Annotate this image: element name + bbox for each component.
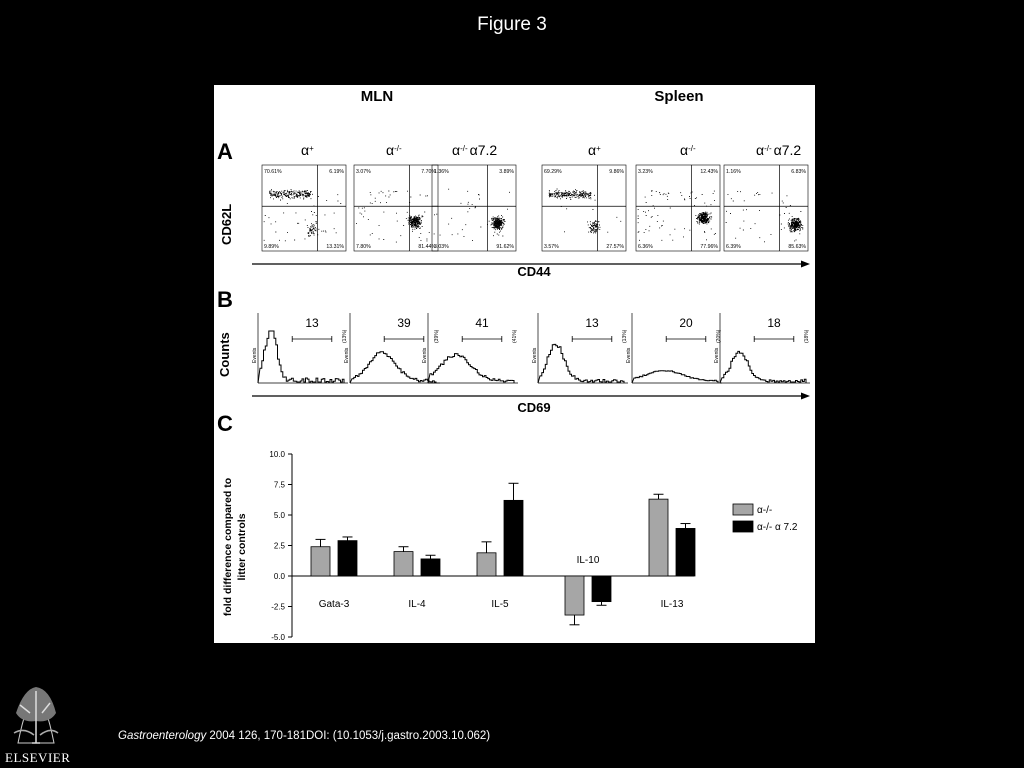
histogram-percent: (41%): [512, 329, 518, 343]
group-label-alpha: α: [588, 142, 597, 158]
dot-plot-4: [542, 165, 626, 251]
histogram-1: [252, 313, 348, 383]
group-label-alpha: α: [680, 142, 689, 158]
dot-plot-3: [432, 165, 516, 251]
slide-title: Figure 3: [477, 14, 547, 35]
group-label-suffix: α7.2: [773, 142, 802, 158]
quadrant-percent-ur: 6.19%: [329, 169, 344, 175]
bar-il-10-series-1: [565, 576, 584, 615]
group-label-3: [452, 142, 497, 158]
panel-b-histograms: [217, 313, 810, 415]
y-tick-label: 7.5: [273, 480, 285, 490]
y-tick-label: -5.0: [271, 633, 285, 642]
group-label-1: [301, 142, 314, 158]
bar-il-5-series-1: [477, 553, 496, 576]
histogram-5: [626, 313, 722, 383]
histogram-events-label: Events: [344, 347, 350, 363]
histogram-count: 18: [767, 316, 781, 330]
dot-plot-frame: [636, 165, 720, 251]
bar-gata-3-series-2: [338, 541, 357, 576]
dot-plot-events: [638, 191, 716, 241]
histogram-percent: (39%): [434, 329, 440, 343]
histogram-count: 41: [475, 316, 489, 330]
group-label-superscript: -/-: [764, 143, 772, 153]
category-label-il-5: IL-5: [491, 599, 509, 610]
group-label-superscript: +: [309, 143, 314, 153]
quadrant-percent-ll: 3.03%: [434, 244, 449, 250]
category-label-il-13: IL-13: [660, 599, 684, 610]
panel-c-bar-chart: [222, 450, 798, 642]
bar-il-4-series-2: [421, 559, 440, 576]
histogram-4: [532, 313, 628, 383]
category-label-il-4: IL-4: [408, 599, 426, 610]
quadrant-percent-ur: 3.89%: [499, 169, 514, 175]
group-label-4: [588, 142, 601, 158]
histogram-percent: (13%): [342, 329, 348, 343]
bar-il-5-series-2: [504, 500, 523, 576]
citation-details: 2004 126, 170-181DOI: (10.1053/j.gastro.2003.10.062): [206, 730, 491, 742]
histogram-3: [422, 313, 518, 383]
panel-label-a: A: [217, 139, 233, 164]
legend-label-2: α-/- α 7.2: [757, 522, 798, 533]
quadrant-percent-ul: 3.07%: [356, 169, 371, 175]
elsevier-tree-logo: [10, 683, 62, 749]
histogram-events-label: Events: [626, 347, 632, 363]
y-tick-label: 2.5: [273, 541, 285, 551]
dot-plot-events: [356, 191, 430, 242]
quadrant-percent-lr: 81.44%: [418, 244, 436, 250]
histogram-percent: (13%): [622, 329, 628, 343]
dot-plot-frame: [432, 165, 516, 251]
group-label-alpha: α: [386, 142, 395, 158]
quadrant-percent-ur: 9.86%: [609, 169, 624, 175]
panel-a-dot-plots: [219, 165, 810, 279]
quadrant-percent-lr: 13.31%: [326, 244, 344, 250]
panel-label-c: C: [217, 411, 233, 436]
y-tick-label: 5.0: [273, 511, 285, 520]
bar-il-4-series-1: [394, 552, 413, 576]
column-title-mln: MLN: [360, 88, 394, 105]
group-label-suffix: α7.2: [469, 142, 498, 158]
legend-swatch-2: [733, 521, 753, 532]
quadrant-percent-lr: 85.63%: [788, 244, 806, 250]
quadrant-percent-lr: 27.57%: [606, 244, 624, 250]
quadrant-percent-ul: 3.23%: [638, 169, 653, 175]
group-label-5: [680, 142, 696, 158]
histogram-percent: (18%): [804, 329, 810, 343]
cd69-axis-arrow-icon: [801, 393, 810, 400]
dot-plot-events: [549, 189, 621, 233]
group-label-alpha: α: [301, 142, 310, 158]
quadrant-percent-ul: 70.61%: [264, 169, 282, 175]
histogram-curve: [720, 351, 806, 383]
quadrant-percent-ll: 6.39%: [726, 244, 741, 250]
group-label-superscript: +: [596, 143, 601, 153]
quadrant-percent-ll: 3.57%: [544, 244, 559, 250]
bar-il-13-series-2: [676, 528, 695, 576]
dot-plot-1: [262, 165, 346, 251]
bar-il-10-series-2: [592, 576, 611, 602]
group-label-alpha: α: [756, 142, 765, 158]
histogram-events-label: Events: [422, 347, 428, 363]
y-axis-label-line-1: fold difference compared to: [222, 477, 234, 617]
citation: [118, 730, 490, 742]
category-label-gata-3: Gata-3: [318, 599, 350, 610]
citation-journal: Gastroenterology: [118, 730, 207, 742]
bar-il-13-series-1: [649, 499, 668, 576]
y-tick-label: -2.5: [271, 602, 285, 612]
figure-panel: [214, 85, 815, 643]
group-label-superscript: -/-: [460, 143, 468, 153]
histogram-count: 20: [679, 316, 693, 330]
axis-label-cd44: CD44: [517, 264, 551, 279]
histogram-events-label: Events: [714, 347, 720, 363]
dot-plot-5: [636, 165, 720, 251]
histogram-6: [714, 313, 810, 383]
group-label-superscript: -/-: [688, 143, 696, 153]
quadrant-percent-ur: 12.43%: [700, 169, 718, 175]
group-labels: [301, 142, 801, 158]
quadrant-percent-ul: 1.16%: [726, 169, 741, 175]
quadrant-percent-ur: 7.70%: [421, 169, 436, 175]
axis-label-cd69: CD69: [517, 400, 551, 415]
histogram-curve: [428, 354, 514, 383]
histogram-curve: [632, 371, 718, 383]
quadrant-percent-ll: 9.89%: [264, 244, 279, 250]
histogram-count: 13: [585, 316, 599, 330]
histogram-events-label: Events: [532, 347, 538, 363]
histogram-count: 13: [305, 316, 319, 330]
legend-swatch-1: [733, 504, 753, 515]
y-tick-label: 0.0: [273, 572, 285, 581]
axis-label-counts: Counts: [217, 332, 232, 377]
bar-gata-3-series-1: [311, 547, 330, 576]
group-label-6: [756, 142, 801, 158]
quadrant-percent-lr: 91.62%: [496, 244, 514, 250]
dot-plot-frame: [542, 165, 626, 251]
quadrant-percent-ul: 1.36%: [434, 169, 449, 175]
quadrant-percent-ll: 6.36%: [638, 244, 653, 250]
category-label-il-10: IL-10: [576, 555, 600, 566]
histogram-curve: [538, 344, 624, 383]
y-tick-label: 10.0: [269, 450, 285, 459]
legend-label-1: α-/-: [757, 505, 773, 516]
group-label-alpha: α: [452, 142, 461, 158]
dot-plot-events: [434, 189, 510, 240]
quadrant-percent-ll: 7.80%: [356, 244, 371, 250]
cd44-axis-arrow-icon: [801, 261, 810, 268]
y-axis-label-line-2: litter controls: [236, 513, 248, 581]
quadrant-percent-lr: 77.96%: [700, 244, 718, 250]
histogram-count: 39: [397, 316, 411, 330]
dot-plot-frame: [262, 165, 346, 251]
dot-plot-6: [724, 165, 808, 251]
dot-plot-events: [264, 190, 342, 241]
group-label-superscript: -/-: [394, 143, 402, 153]
histogram-percent: (20%): [716, 329, 722, 343]
dot-plot-frame: [724, 165, 808, 251]
dot-plot-events: [726, 191, 804, 241]
group-label-2: [386, 142, 402, 158]
dot-plot-2: [354, 165, 438, 251]
quadrant-percent-ul: 69.29%: [544, 169, 562, 175]
publisher-wordmark: ELSEVIER: [5, 750, 71, 765]
panel-label-b: B: [217, 287, 233, 312]
axis-label-cd62l: CD62L: [219, 203, 234, 245]
quadrant-percent-ur: 6.83%: [791, 169, 806, 175]
column-title-spleen: Spleen: [654, 88, 704, 105]
histogram-events-label: Events: [252, 347, 258, 363]
dot-plot-frame: [354, 165, 438, 251]
